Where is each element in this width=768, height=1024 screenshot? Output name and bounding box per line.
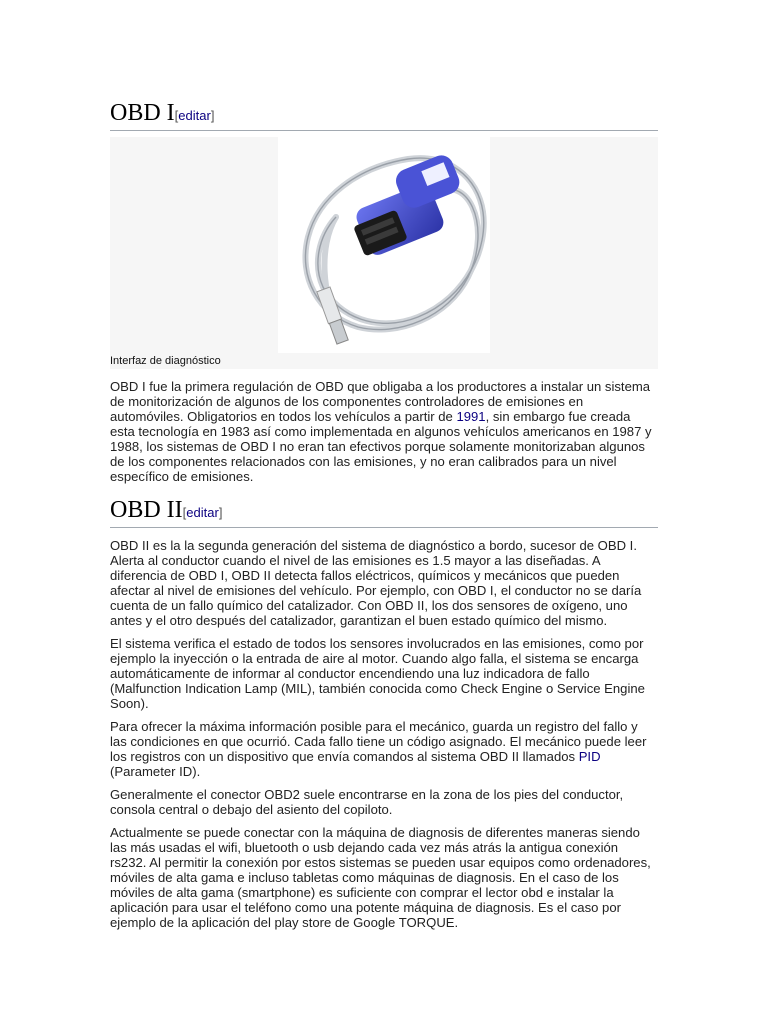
paragraph: Para ofrecer la máxima información posible para el mecánico, guarda un registro del fallo y las condiciones en que ocurrió. Cada fallo tiene un código asignado. El mecánico puede leer los registros con un dispositivo que envía comandos al sistema OBD II llamados PID (Parameter ID). [110, 719, 647, 779]
editar-link[interactable]: editar [178, 108, 211, 123]
paragraph: El sistema verifica el estado de todos los sensores involucrados en las emisiones, como por ejemplo la inyección o la entrada de aire al motor. Cuando algo falla, el sistema se encarga automáticamente de informar al conductor encendiendo una luz indicadora de fallo (Malfunction Indication Lamp (MIL), también conocida como Check Engine o Service Engine Soon). [110, 636, 645, 711]
section-heading-obd1 [110, 99, 658, 131]
paragraph: Actualmente se puede conectar con la máquina de diagnosis de diferentes maneras siendo las más usadas el wifi, bluetooth o usb dejando cada vez más atrás la antigua conexión rs232. Al permitir la conexión por estos sistemas se pueden usar equipos como ordenadores, móviles de alta gama e incluso tabletas como máquinas de diagnosis. En el caso de los móviles de alta gama (smartphone) es suficiente con comprar el lector obd e instalar la aplicación para usar el teléfono como una potente máquina de diagnosis. Es el caso por ejemplo de la aplicación del play store de Google TORQUE. [110, 825, 651, 930]
pid-link[interactable]: PID [578, 749, 601, 764]
section-heading-obd2 [110, 496, 658, 528]
obd-usb-cable-icon[interactable] [278, 137, 490, 353]
edit-section-link: [editar] [174, 108, 215, 123]
paragraph: OBD II es la la segunda generación del sistema de diagnóstico a bordo, sucesor de OBD I. Alerta al conductor cuando el nivel de las emisiones es 1.5 mayor a las diseñadas. A diferencia de OBD I, OBD II detecta fallos eléctricos, químicos y mecánicos que pueden afectar al nivel de emisiones del vehículo. Por ejemplo, con OBD I, el conductor no se daría cuenta de un fallo químico del catalizador. Con OBD II, los dos sensores de oxígeno, uno antes y el otro después del catalizador, garantizan el buen estado químico del mismo. [110, 538, 642, 628]
heading-title: OBD II [110, 497, 183, 523]
edit-section-link: [editar] [182, 505, 223, 520]
article [110, 99, 658, 930]
year-1991-link[interactable]: 1991 [456, 409, 486, 424]
editar-link[interactable]: editar [186, 505, 219, 520]
paragraph: OBD I fue la primera regulación de OBD que obligaba a los productores a instalar un sistema de monitorización de algunos de los componentes controladores de emisiones en automóviles. Obligatorios en todos los vehículos a partir de 1991, sin embargo fue creada esta tecnología en 1983 así como implementada en algunos vehículos americanos en 1987 y 1988, los sistemas de OBD I no eran tan efectivos porque solamente monitorizaban algunos de los componentes relacionados con las emisiones, y no eran calibrados para un nivel específico de emisiones. [110, 379, 652, 484]
heading-title: OBD I [110, 100, 175, 126]
figure-thumbnail [110, 137, 658, 369]
paragraph: Generalmente el conector OBD2 suele encontrarse en la zona de los pies del conductor, consola central o debajo del asiento del copiloto. [110, 787, 624, 817]
figure-caption: Interfaz de diagnóstico [110, 355, 221, 367]
